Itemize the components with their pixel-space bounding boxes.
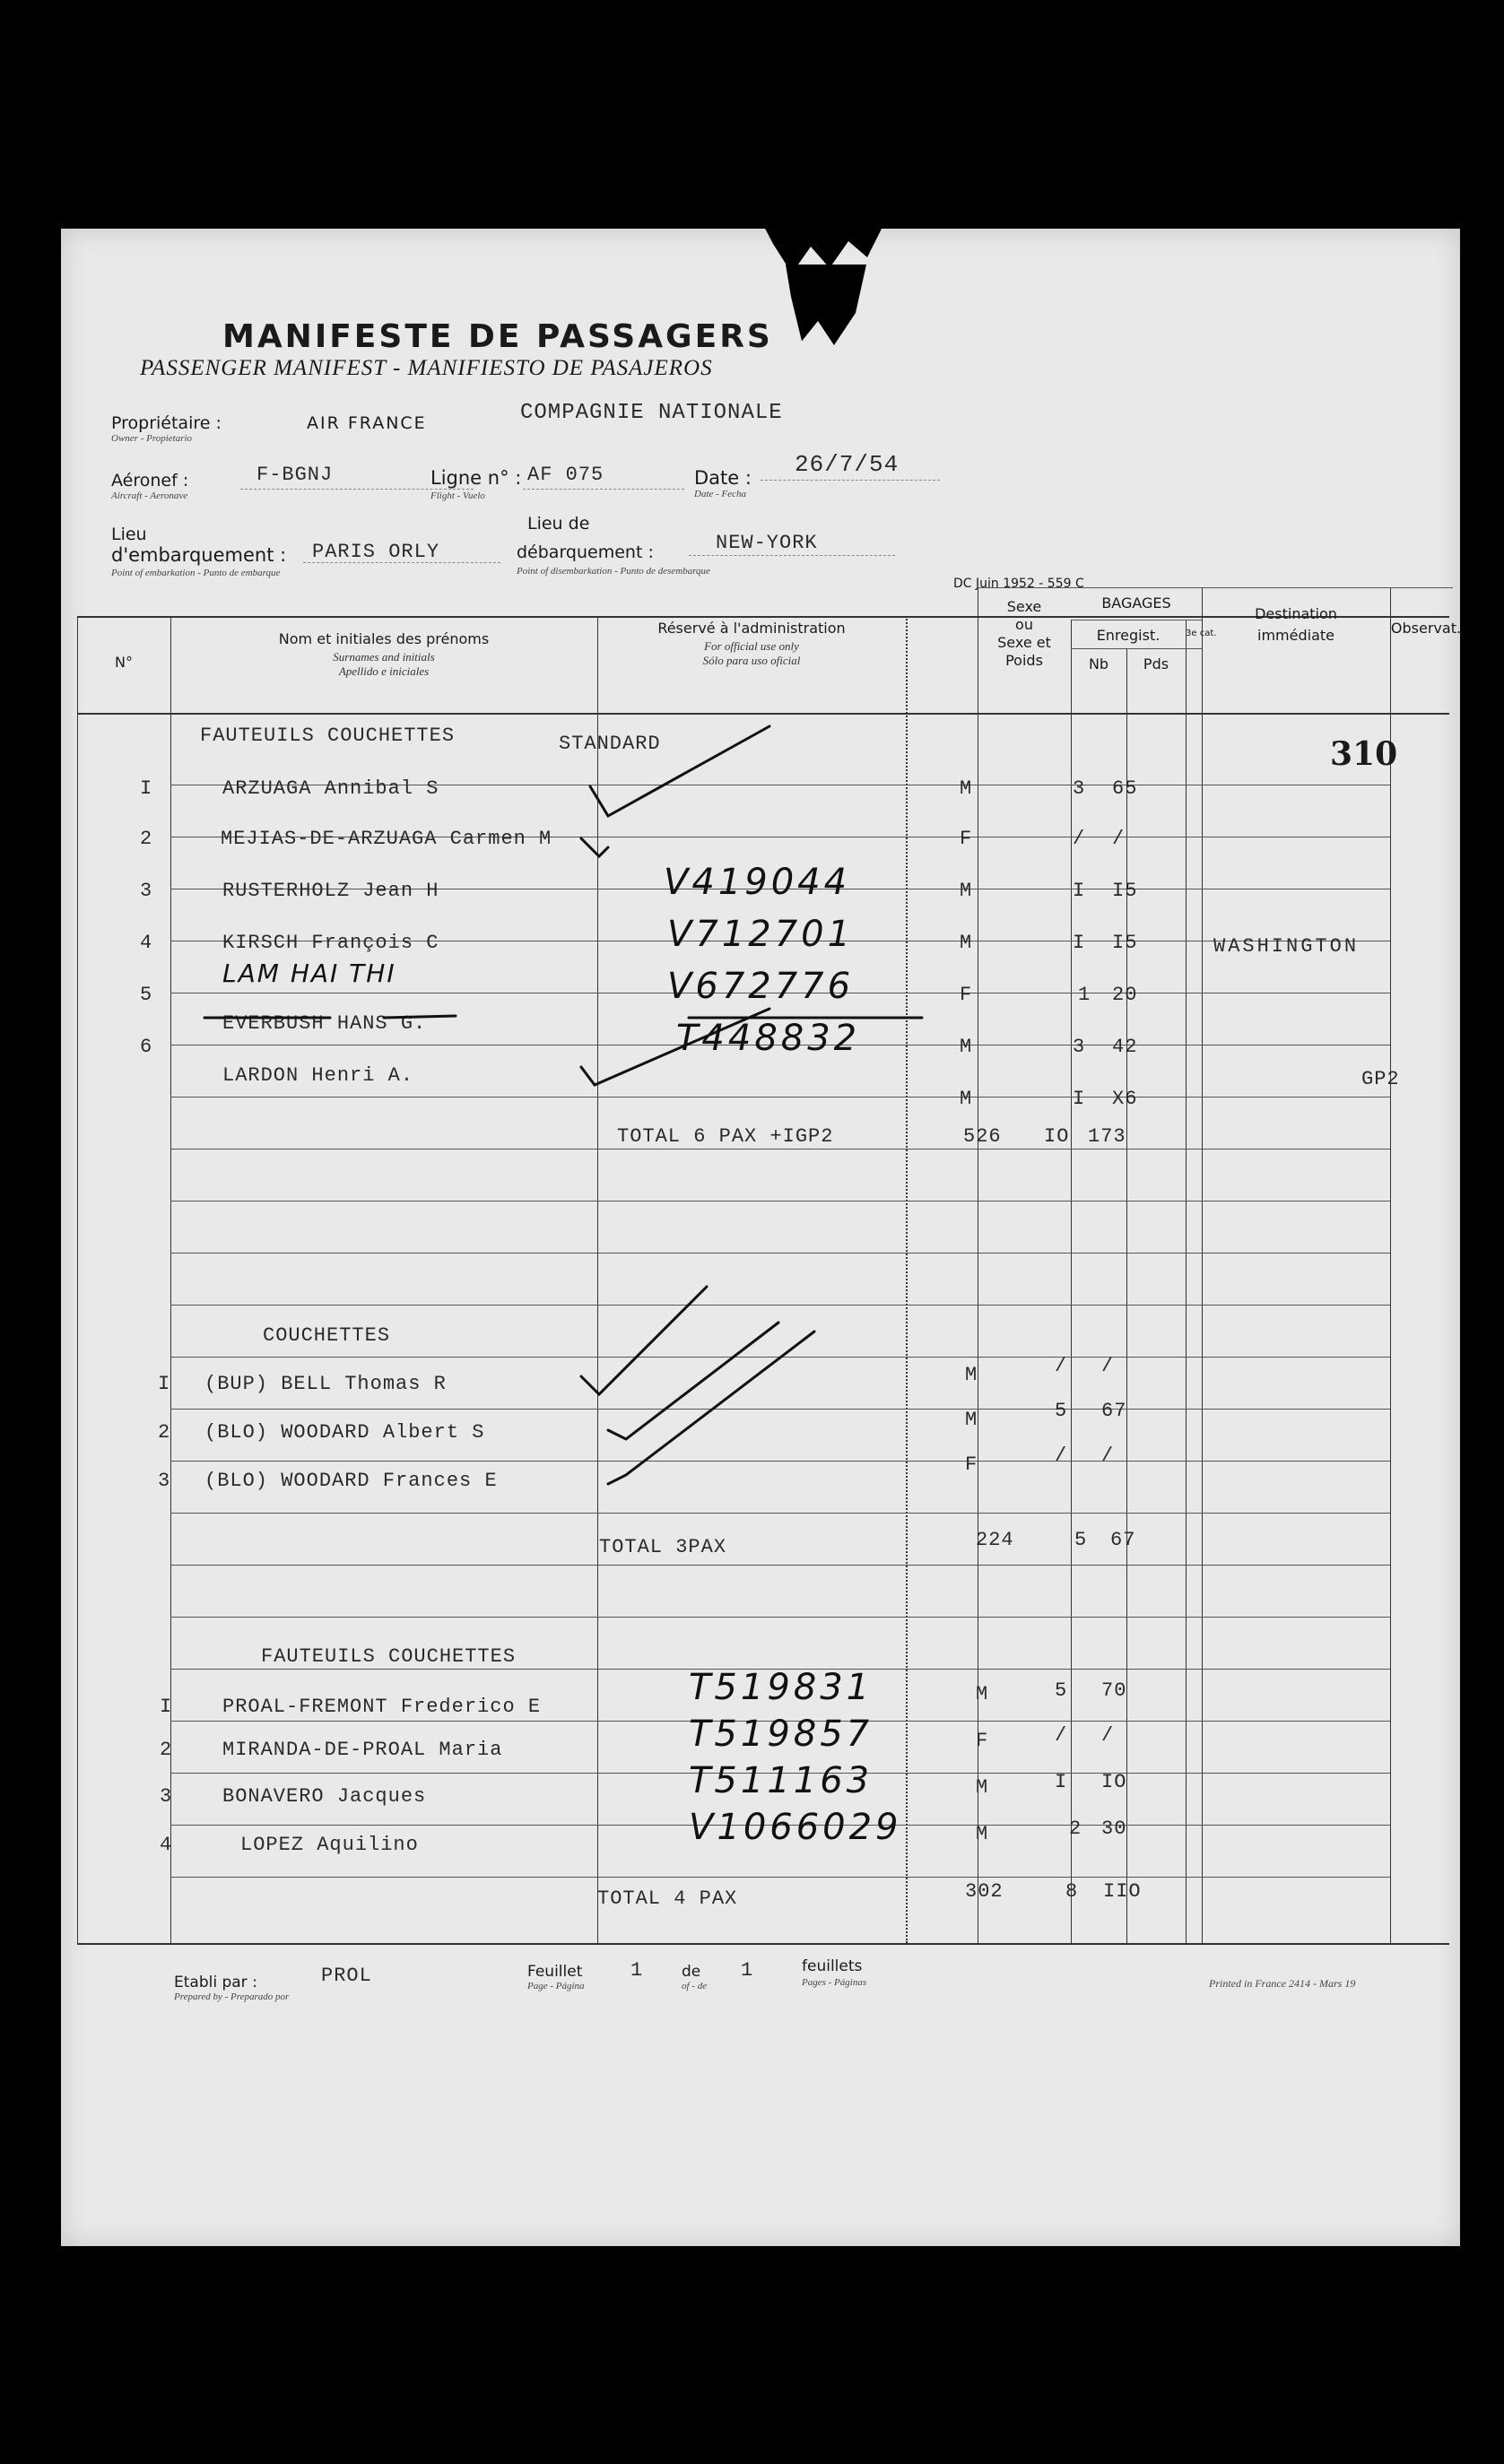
col-header-nb: Nb [1088, 655, 1109, 672]
baggage-pds: IO [1101, 1771, 1127, 1793]
passenger-sex: M [976, 1823, 989, 1845]
passenger-name: LAM HAI THI [222, 959, 396, 988]
total-weight: 224 [976, 1529, 1014, 1551]
row-number: 4 [160, 1834, 173, 1856]
observation: GP2 [1361, 1068, 1400, 1090]
embark-label-2: d'embarquement : [111, 544, 287, 566]
total-pds: IIO [1103, 1880, 1142, 1903]
baggage-pds: 42 [1112, 1036, 1138, 1058]
check-mark [608, 1323, 778, 1439]
col-header-no: N° [115, 654, 133, 671]
destination: WASHINGTON [1213, 935, 1360, 958]
section-1-heading: FAUTEUILS COUCHETTES [200, 724, 456, 747]
row-number: I [140, 777, 153, 800]
check-mark [581, 1009, 769, 1085]
col-header-destination-1: Destination [1255, 605, 1337, 622]
passenger-name: (BLO) WOODARD Albert S [204, 1421, 485, 1444]
passport-number: V1066029 [689, 1807, 902, 1848]
col-header-admin: Réservé à l'administration [657, 620, 846, 637]
total-label: TOTAL 4 PAX [597, 1887, 738, 1910]
passenger-sex: M [960, 1036, 973, 1058]
total-weight: 302 [965, 1880, 1004, 1903]
total-label: TOTAL 6 PAX +IGP2 [617, 1125, 834, 1148]
passport-number: T511163 [689, 1760, 874, 1801]
flight-sub: Flight - Vuelo [430, 490, 485, 501]
check-mark [581, 1287, 707, 1394]
baggage-nb: 3 [1073, 1036, 1086, 1058]
col-header-bagages: BAGAGES [1101, 594, 1171, 612]
disembark-sub: Point of disembarkation - Punto de desembarque [517, 566, 710, 577]
disembark-value: NEW-YORK [716, 532, 818, 554]
passenger-sex: M [960, 1088, 973, 1110]
owner-sub: Owner - Propietario [111, 433, 193, 444]
col-header-name-sub2: Apellido e iniciales [338, 664, 430, 678]
col-header-pds: Pds [1143, 655, 1169, 672]
col-header-sexe-1: Sexe [1006, 598, 1042, 615]
passenger-name: ARZUAGA Annibal S [222, 777, 439, 800]
feuillet-sub: Page - Página [527, 1981, 585, 1991]
baggage-nb: / [1055, 1355, 1068, 1377]
baggage-pds: 20 [1112, 984, 1138, 1006]
printed-note: Printed in France 2414 - Mars 19 [1209, 1977, 1356, 1990]
prepared-by-label: Etabli par : [174, 1974, 257, 1991]
passenger-sex: F [960, 828, 973, 850]
baggage-pds: 65 [1112, 777, 1138, 800]
col-header-observ: Observat. [1390, 620, 1462, 637]
row-number: 2 [160, 1739, 173, 1761]
col-header-admin-sub2: Sólo para uso oficial [702, 654, 801, 667]
check-mark [581, 838, 608, 856]
passenger-sex: M [960, 932, 973, 954]
baggage-nb: / [1055, 1445, 1068, 1467]
embark-label-1: Lieu [111, 525, 147, 544]
baggage-pds: 30 [1101, 1818, 1127, 1840]
owner-label: Propriétaire : [111, 413, 222, 433]
baggage-nb: 5 [1055, 1400, 1068, 1422]
passenger-name: KIRSCH François C [222, 932, 439, 954]
feuillets-label: feuillets [802, 1957, 863, 1975]
section-1-heading-note: STANDARD [559, 733, 661, 755]
col-header-sexe-4: Poids [1005, 652, 1043, 669]
passport-number: V419044 [664, 862, 851, 903]
total-label: TOTAL 3PAX [599, 1536, 727, 1558]
flight-label: Ligne n° : [430, 467, 522, 489]
passenger-name: (BLO) WOODARD Frances E [204, 1470, 498, 1492]
passenger-sex: F [960, 984, 973, 1006]
feuillet-value: 1 [630, 1959, 644, 1982]
owner-value: AIR FRANCE [307, 413, 427, 433]
row-number: 3 [158, 1470, 171, 1492]
baggage-pds: 67 [1101, 1400, 1127, 1422]
col-header-destination-2: immédiate [1257, 627, 1334, 644]
passenger-name: (BUP) BELL Thomas R [204, 1373, 447, 1395]
date-label: Date : [694, 467, 752, 489]
row-number: I [158, 1373, 171, 1395]
baggage-nb: I [1073, 1088, 1086, 1110]
disembark-label-1: Lieu de [527, 514, 590, 534]
section-2-heading: COUCHETTES [263, 1324, 391, 1347]
check-mark [590, 726, 769, 816]
passport-number: V672776 [667, 966, 855, 1007]
de-label: de [682, 1963, 701, 1981]
passport-number: T448832 [676, 1018, 861, 1059]
aircraft-value: F-BGNJ [256, 464, 334, 486]
passenger-sex: M [965, 1409, 978, 1431]
passport-number: V712701 [667, 914, 855, 955]
passenger-sex: M [960, 777, 973, 800]
feuillets-sub: Pages - Páginas [802, 1977, 867, 1988]
row-number: 2 [158, 1421, 171, 1444]
manifest-subtitle: PASSENGER MANIFEST - MANIFIESTO DE PASAJEROS [140, 356, 713, 380]
disembark-label-2: débarquement : [517, 542, 654, 562]
baggage-pds: 70 [1101, 1679, 1127, 1702]
de-value: 1 [741, 1959, 754, 1982]
col-header-sexe-2: ou [1015, 616, 1033, 633]
col-header-admin-sub1: For official use only [704, 639, 799, 653]
col-header-sexe-3: Sexe et [997, 634, 1051, 651]
baggage-pds: I5 [1112, 932, 1138, 954]
baggage-nb: 2 [1069, 1818, 1082, 1840]
manifest-sheet [61, 229, 1460, 2246]
baggage-nb: / [1055, 1724, 1068, 1747]
passenger-name: MIRANDA-DE-PROAL Maria [222, 1739, 503, 1761]
feuillet-label: Feuillet [527, 1963, 583, 1981]
row-number: 6 [140, 1036, 153, 1058]
row-number: 3 [140, 880, 153, 902]
passenger-sex: M [976, 1776, 989, 1799]
passport-number: T519857 [689, 1714, 874, 1755]
prepared-by-value: PROL [321, 1965, 372, 1987]
row-number: 2 [140, 828, 153, 850]
baggage-nb: 1 [1078, 984, 1091, 1006]
embark-sub: Point of embarkation - Punto de embarque [111, 568, 281, 578]
baggage-nb: I [1055, 1771, 1068, 1793]
col-header-third: 3e cat. [1186, 629, 1217, 638]
baggage-pds: / [1101, 1445, 1115, 1467]
passenger-sex: F [965, 1453, 978, 1476]
total-nb: 5 [1074, 1529, 1088, 1551]
row-number: 4 [140, 932, 153, 954]
col-header-enregist: Enregist. [1096, 627, 1161, 644]
passenger-sex: M [960, 880, 973, 902]
passenger-name: RUSTERHOLZ Jean H [222, 880, 439, 902]
passenger-sex: M [976, 1683, 989, 1705]
baggage-nb: 5 [1055, 1679, 1068, 1702]
total-nb: 8 [1065, 1880, 1079, 1903]
passenger-name: PROAL-FREMONT Frederico E [222, 1696, 542, 1718]
embark-value: PARIS ORLY [312, 541, 440, 563]
passenger-sex: F [976, 1730, 989, 1752]
date-value: 26/7/54 [795, 451, 900, 478]
passenger-sex: M [965, 1364, 978, 1386]
baggage-nb: / [1073, 828, 1086, 850]
passport-number: T519831 [689, 1667, 874, 1708]
total-nb: IO [1044, 1125, 1070, 1148]
baggage-nb: 3 [1073, 777, 1086, 800]
passenger-name: LOPEZ Aquilino [240, 1834, 419, 1856]
owner-typed: COMPAGNIE NATIONALE [520, 401, 783, 425]
row-number: 3 [160, 1785, 173, 1808]
strike-line [384, 1016, 456, 1018]
baggage-pds: / [1112, 828, 1126, 850]
col-header-name: Nom et initiales des prénoms [278, 630, 490, 647]
baggage-pds: I5 [1112, 880, 1138, 902]
passenger-name: EVERBUSH HANS G. [222, 1012, 427, 1035]
total-pds: 67 [1110, 1529, 1136, 1551]
passenger-name: BONAVERO Jacques [222, 1785, 427, 1808]
passenger-name: LARDON Henri A. [222, 1064, 414, 1087]
baggage-pds: / [1101, 1724, 1115, 1747]
flight-value: AF 075 [527, 464, 604, 486]
baggage-pds: / [1101, 1355, 1115, 1377]
aircraft-sub: Aircraft - Aeronave [111, 490, 188, 501]
total-weight: 526 [963, 1125, 1002, 1148]
aircraft-label: Aéronef : [111, 471, 189, 490]
baggage-pds: X6 [1112, 1088, 1138, 1110]
form-reference: DC Juin 1952 - 559 C [953, 577, 1084, 591]
row-number: 5 [140, 984, 153, 1006]
manifest-title: MANIFESTE DE PASSAGERS [222, 318, 773, 355]
baggage-nb: I [1073, 932, 1086, 954]
col-header-name-sub1: Surnames and initials [333, 650, 435, 664]
prepared-by-sub: Prepared by - Preparado por [174, 1991, 290, 2002]
total-pds: 173 [1088, 1125, 1126, 1148]
page-number: 310 [1330, 735, 1398, 773]
de-sub: of - de [682, 1981, 708, 1991]
date-sub: Date - Fecha [694, 489, 747, 499]
section-3-heading: FAUTEUILS COUCHETTES [261, 1645, 517, 1668]
row-number: I [160, 1696, 173, 1718]
baggage-nb: I [1073, 880, 1086, 902]
passenger-name: MEJIAS-DE-ARZUAGA Carmen M [221, 828, 552, 850]
